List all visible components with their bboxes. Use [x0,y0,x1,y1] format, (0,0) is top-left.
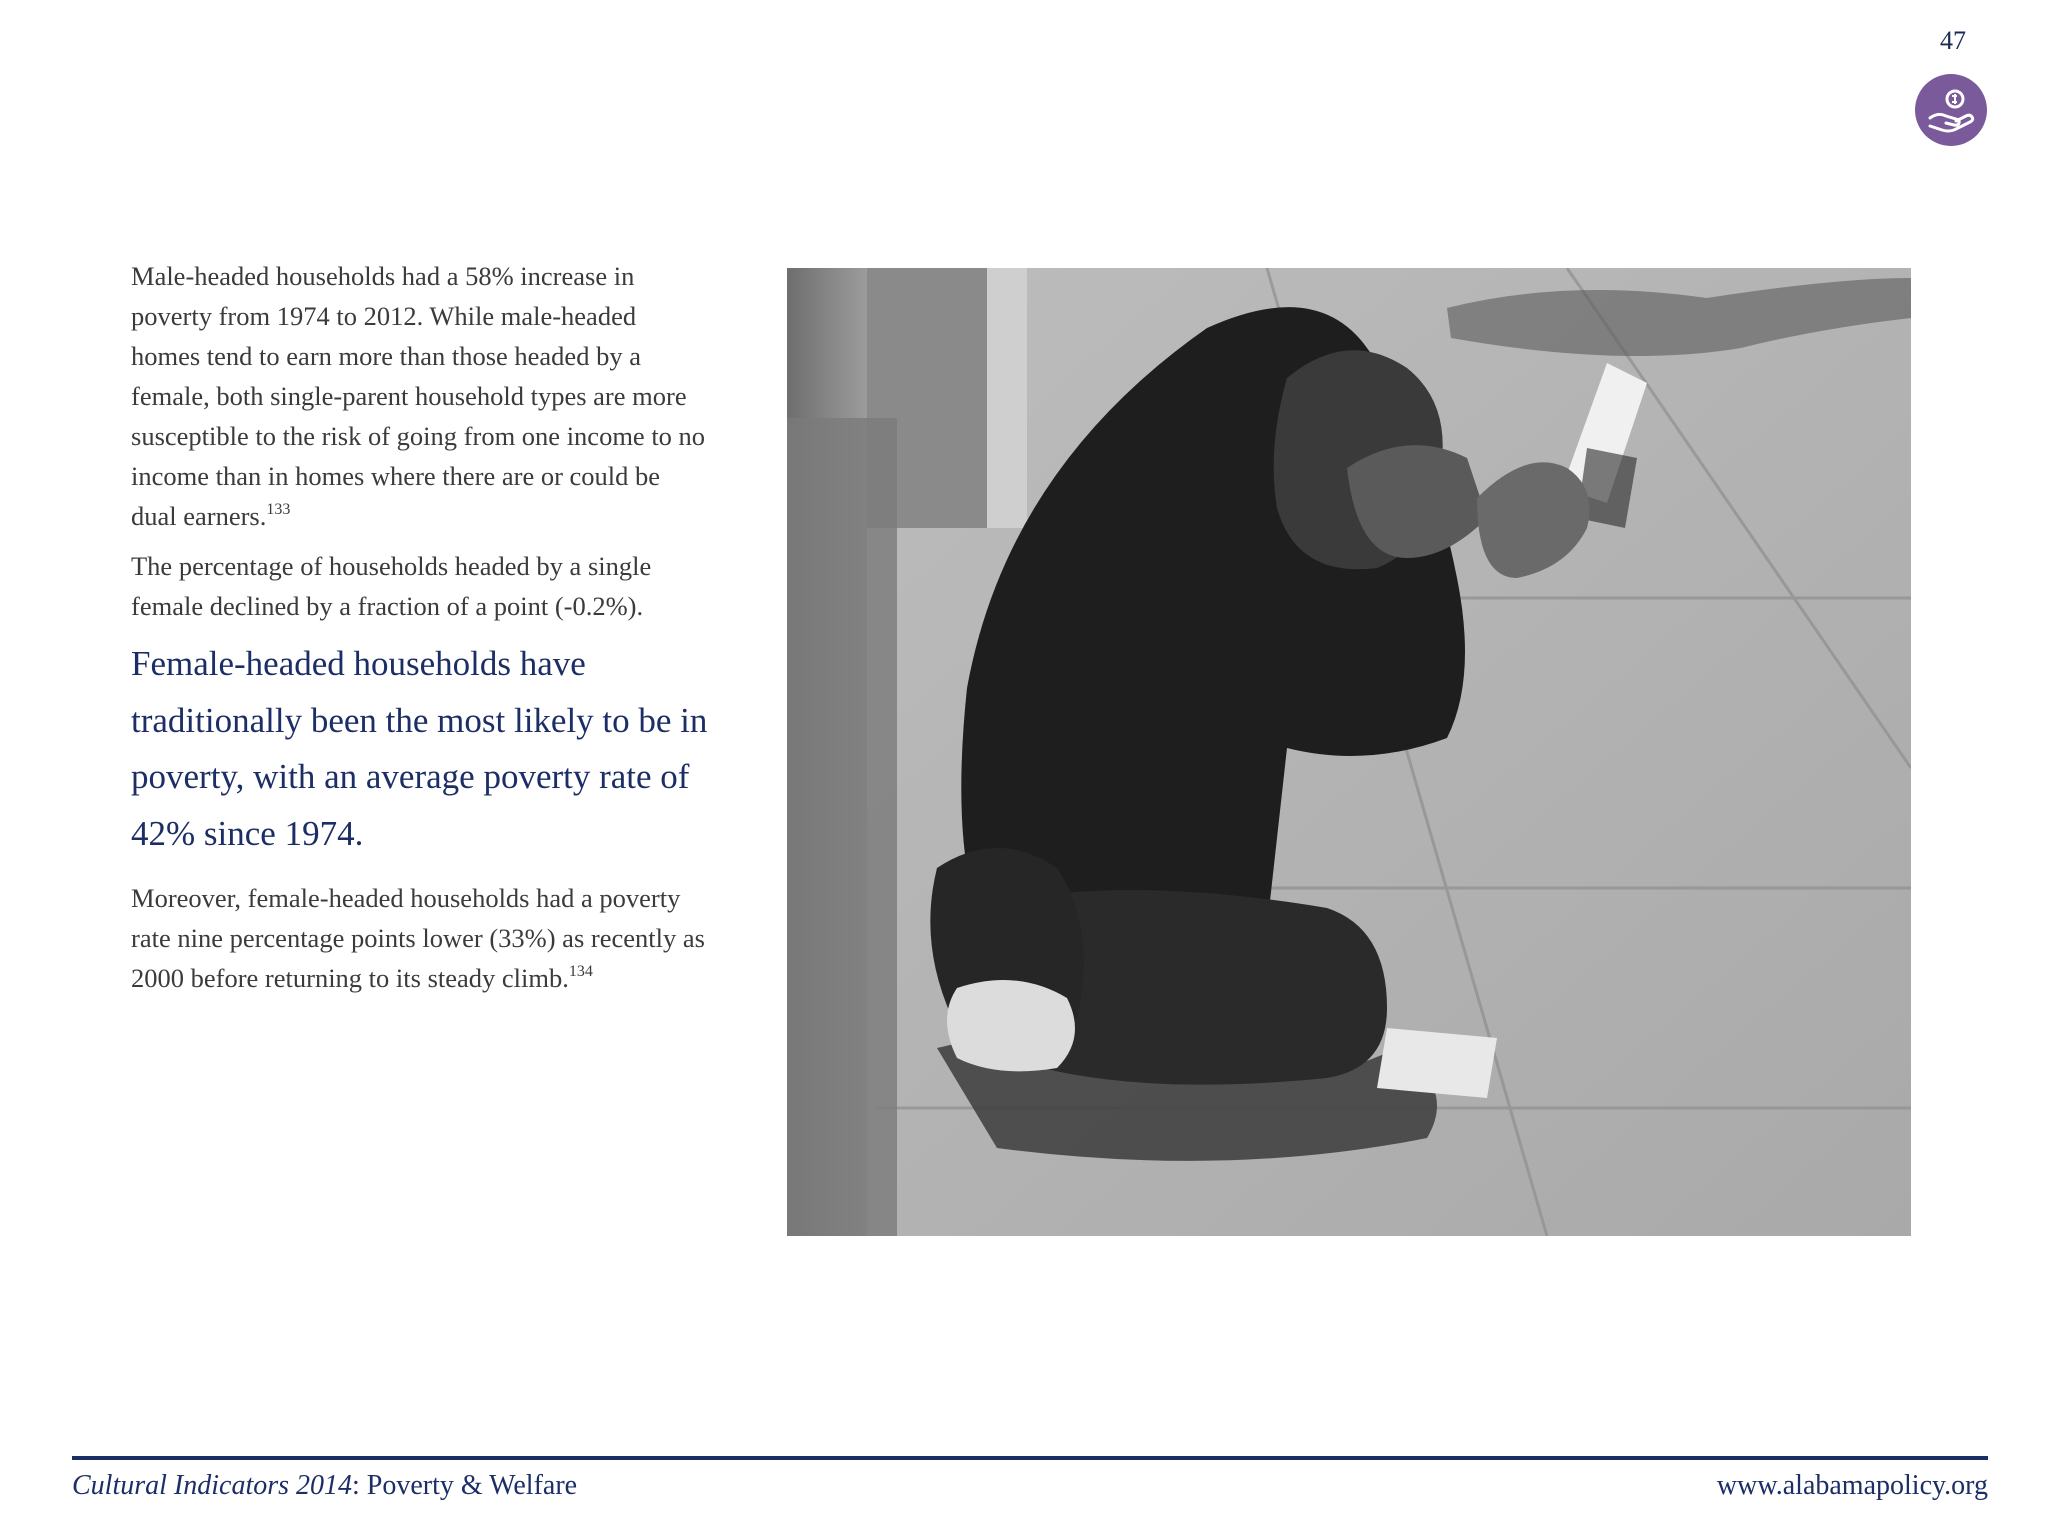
page-number: 47 [1940,26,1966,55]
photo-kneeling-man [787,268,1911,1236]
footer-title-rest: : Poverty & Welfare [352,1470,578,1501]
footer-title-italic: Cultural Indicators 2014 [72,1470,353,1501]
footer-rule [72,1456,1988,1460]
footer-website[interactable]: www.alabamapolicy.org [1716,1470,1988,1501]
footnote-133: 133 [266,501,291,518]
pull-quote: Female-headed households have traditionally been the most likely to be in poverty, with an average poverty rate of 42% since 1974. [131,644,708,853]
section-badge [1915,74,1987,146]
paragraph-male-headed [131,256,711,536]
paragraph-3-text: Moreover, female-headed households had a poverty rate nine percentage points lower (33%) as recently as 2000 before returning to its steady climb. [131,883,705,993]
footnote-134: 134 [568,963,593,980]
hand-holding-coin-icon [1915,74,1987,146]
paragraph-female-decline: The percentage of households headed by a single female declined by a fraction of a point (-0.2%). [131,551,652,621]
paragraph-moreover [131,878,711,998]
footer-publication-title [72,1470,577,1502]
article-text [131,256,711,1008]
paragraph-1-text: Male-headed households had a 58% increase in poverty from 1974 to 2012. While male-headed homes tend to earn more than those headed by a female, both single-parent household types are more susceptible to the risk of going from one income to no income than in homes where there are or could be dual earners. [131,261,706,531]
